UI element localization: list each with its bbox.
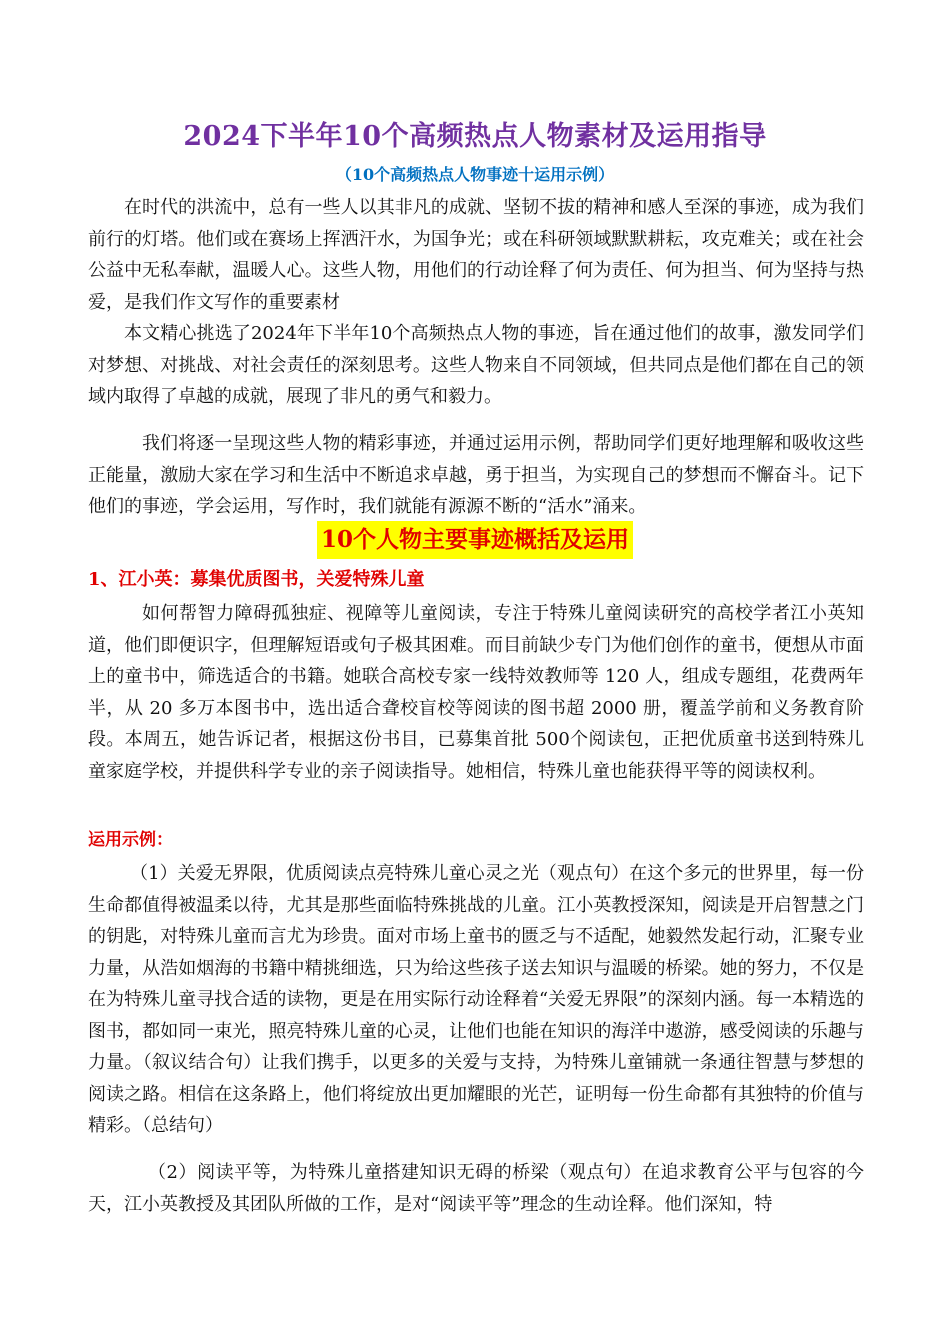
- document-subtitle: （10个高频热点人物事迹十运用示例）: [335, 165, 615, 184]
- usage-example-1: （1）关爱无界限，优质阅读点亮特殊儿童心灵之光（观点句）在这个多元的世界里，每一份生命都值得被温柔以待，尤其是那些面临特殊挑战的儿童。江小英教授深知，阅读是开启智慧之门的钥匙，对特殊儿童而言尤为珍贵。面对市场上童书的匮乏与不适配，她毅然发起行动，汇聚专业力量，从浩如烟海的书籍中精挑细选，只为给这些孩子送去知识与温暖的桥梁。她的努力，不仅是在为特殊儿童寻找合适的读物，更是在用实际行动诠释着“关爱无界限”的深刻内涵。每一本精选的图书，都如同一束光，照亮特殊儿童的心灵，让他们也能在知识的海洋中遨游，感受阅读的乐趣与力量。（叙议结合句）让我们携手，以更多的关爱与支持，为特殊儿童铺就一条通往智慧与梦想的阅读之路。相信在这条路上，他们将绽放出更加耀眼的光芒，证明每一份生命都有其独特的价值与精彩。（总结句）: [88, 863, 864, 1136]
- document-title: 2024下半年10个高频热点人物素材及运用指导: [183, 121, 767, 152]
- section-heading: 10个人物主要事迹概括及运用: [317, 521, 633, 559]
- usage-example-label: 运用示例：: [88, 830, 173, 850]
- person-story: 如何帮智力障碍孤独症、视障等儿童阅读，专注于特殊儿童阅读研究的高校学者江小英知道，他们即便识字，但理解短语或句子极其困难。而目前缺少专门为他们创作的童书，便想从市面上的童书中，筛选适合的书籍。她联合高校专家一线特效教师等 120 人，组成专题组，花费两年半，从 20 多万本图书中，选出适合聋校盲校等阅读的图书超 2000 册，覆盖学前和义务教育阶段。本周五，她告诉记者，根据这份书目，已募集首批 500个阅读包，正把优质童书送到特殊儿童家庭学校，并提供科学专业的亲子阅读指导。她相信，特殊儿童也能获得平等的阅读权利。: [88, 603, 864, 782]
- section-heading-wrap: [0, 521, 950, 559]
- intro-paragraph-1: 在时代的洪流中，总有一些人以其非凡的成就、坚韧不拔的精神和感人至深的事迹，成为我们前行的灯塔。他们或在赛场上挥洒汗水，为国争光；或在科研领域默默耕耘，攻克难关；或在社会公益中无私奉献，温暖人心。这些人物，用他们的行动诠释了何为责任、何为担当、何为坚持与热爱，是我们作文写作的重要素材: [88, 197, 864, 313]
- usage-example-2: （2）阅读平等，为特殊儿童搭建知识无碍的桥梁（观点句）在追求教育公平与包容的今天，江小英教授及其团队所做的工作，是对“阅读平等”理念的生动诠释。他们深知，特: [88, 1162, 864, 1215]
- intro-paragraph-3: 我们将逐一呈现这些人物的精彩事迹，并通过运用示例，帮助同学们更好地理解和吸收这些正能量，激励大家在学习和生活中不断追求卓越，勇于担当，为实现自己的梦想而不懈奋斗。记下他们的事迹，学会运用，写作时，我们就能有源源不断的“活水”涌来。: [88, 433, 864, 517]
- person-heading: 1、江小英：募集优质图书，关爱特殊儿童: [88, 569, 425, 590]
- intro-paragraph-2: 本文精心挑选了2024年下半年10个高频热点人物的事迹，旨在通过他们的故事，激发同学们对梦想、对挑战、对社会责任的深刻思考。这些人物来自不同领域，但共同点是他们都在自己的领域内取得了卓越的成就，展现了非凡的勇气和毅力。: [88, 323, 864, 407]
